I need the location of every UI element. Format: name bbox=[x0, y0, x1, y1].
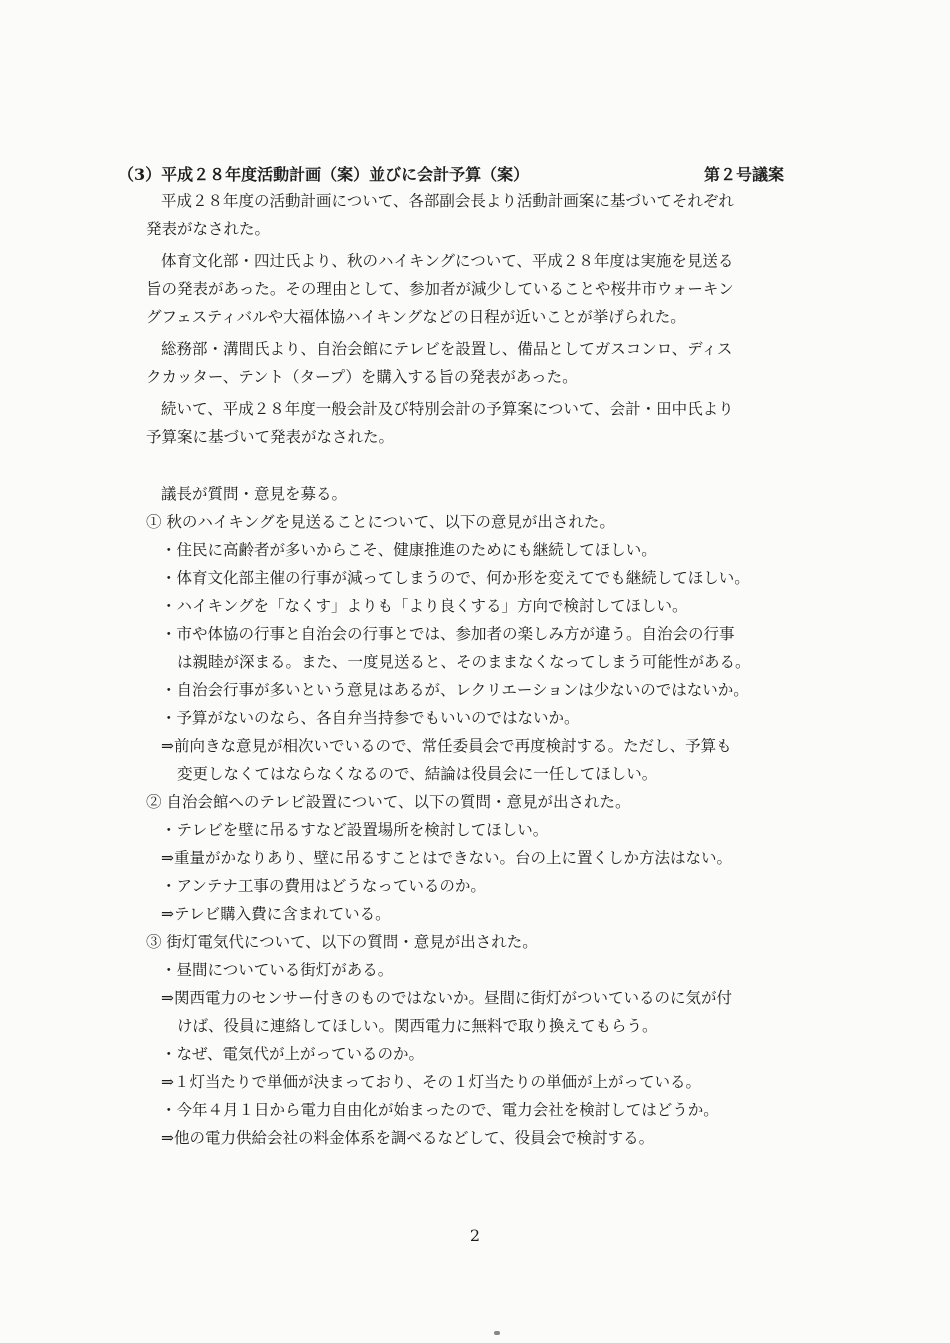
section-title: （3）平成２８年度活動計画（案）並びに会計予算（案） bbox=[118, 165, 530, 184]
bullet-item: ・市や体協の行事と自治会の行事とでは、参加者の楽しみ方が違う。自治会の行事 bbox=[161, 625, 735, 643]
bullet-continuation: は親睦が深まる。また、一度見送ると、そのままなくなってしまう可能性がある。 bbox=[177, 653, 751, 671]
motion-number: 第２号議案 bbox=[703, 165, 784, 184]
body-line: 総務部・溝間氏より、自治会館にテレビを設置し、備品としてガスコンロ、ディス bbox=[161, 340, 733, 358]
body-line: 平成２８年度の活動計画について、各部副会長より活動計画案に基づいてそれぞれ bbox=[161, 192, 734, 210]
response-item: ⇒前向きな意見が相次いでいるので、常任委員会で再度検討する。ただし、予算も bbox=[161, 737, 732, 755]
bullet-item: ・アンテナ工事の費用はどうなっているのか。 bbox=[161, 877, 486, 895]
body-line: 旨の発表があった。その理由として、参加者が減少していることや桜井市ウォーキン bbox=[146, 280, 734, 298]
bullet-item: ・体育文化部主催の行事が減ってしまうので、何か形を変えてでも継続してほしい。 bbox=[161, 569, 750, 587]
response-item: ⇒テレビ購入費に含まれている。 bbox=[161, 905, 391, 923]
bullet-item: ・テレビを壁に吊るすなど設置場所を検討してほしい。 bbox=[161, 821, 549, 839]
numbered-item: ② 自治会館へのテレビ設置について、以下の質問・意見が出された。 bbox=[146, 793, 631, 811]
section-heading bbox=[118, 163, 784, 187]
bullet-item: ・今年４月１日から電力自由化が始まったので、電力会社を検討してはどうか。 bbox=[161, 1101, 719, 1119]
body-line: クカッター、テント（タープ）を購入する旨の発表があった。 bbox=[146, 368, 578, 386]
scan-speck bbox=[494, 1331, 500, 1335]
response-continuation: 変更しなくてはならなくなるので、結論は役員会に一任してほしい。 bbox=[177, 765, 658, 783]
body-line: 予算案に基づいて発表がなされた。 bbox=[146, 428, 395, 446]
body-line: 発表がなされた。 bbox=[146, 220, 271, 238]
numbered-item: ③ 街灯電気代について、以下の質問・意見が出された。 bbox=[146, 933, 538, 951]
response-continuation: けば、役員に連絡してほしい。関西電力に無料で取り換えてもらう。 bbox=[177, 1017, 658, 1035]
bullet-item: ・ハイキングを「なくす」よりも「より良くする」方向で検討してほしい。 bbox=[161, 597, 688, 615]
response-item: ⇒他の電力供給会社の料金体系を調べるなどして、役員会で検討する。 bbox=[161, 1129, 655, 1147]
body-line: 体育文化部・四辻氏より、秋のハイキングについて、平成２８年度は実施を見送る bbox=[161, 252, 734, 270]
response-item: ⇒重量がかなりあり、壁に吊るすことはできない。台の上に置くしか方法はない。 bbox=[161, 849, 732, 867]
body-line: 続いて、平成２８年度一般会計及び特別会計の予算案について、会計・田中氏より bbox=[161, 400, 734, 418]
chair-line: 議長が質問・意見を募る。 bbox=[161, 485, 348, 503]
numbered-item: ① 秋のハイキングを見送ることについて、以下の意見が出された。 bbox=[146, 513, 615, 531]
response-item: ⇒１灯当たりで単価が決まっており、その１灯当たりの単価が上がっている。 bbox=[161, 1073, 701, 1091]
bullet-item: ・予算がないのなら、各自弁当持参でもいいのではないか。 bbox=[161, 709, 580, 727]
bullet-item: ・自治会行事が多いという意見はあるが、レクリエーションは少ないのではないか。 bbox=[161, 681, 749, 699]
bullet-item: ・なぜ、電気代が上がっているのか。 bbox=[161, 1045, 425, 1063]
body-line: グフェスティバルや大福体協ハイキングなどの日程が近いことが挙げられた。 bbox=[146, 308, 686, 326]
bullet-item: ・昼間についている街灯がある。 bbox=[161, 961, 394, 979]
page-number: 2 bbox=[469, 1226, 481, 1245]
bullet-item: ・住民に高齢者が多いからこそ、健康推進のためにも継続してほしい。 bbox=[161, 541, 657, 559]
response-item: ⇒関西電力のセンサー付きのものではないか。昼間に街灯がついているのに気が付 bbox=[161, 989, 732, 1007]
